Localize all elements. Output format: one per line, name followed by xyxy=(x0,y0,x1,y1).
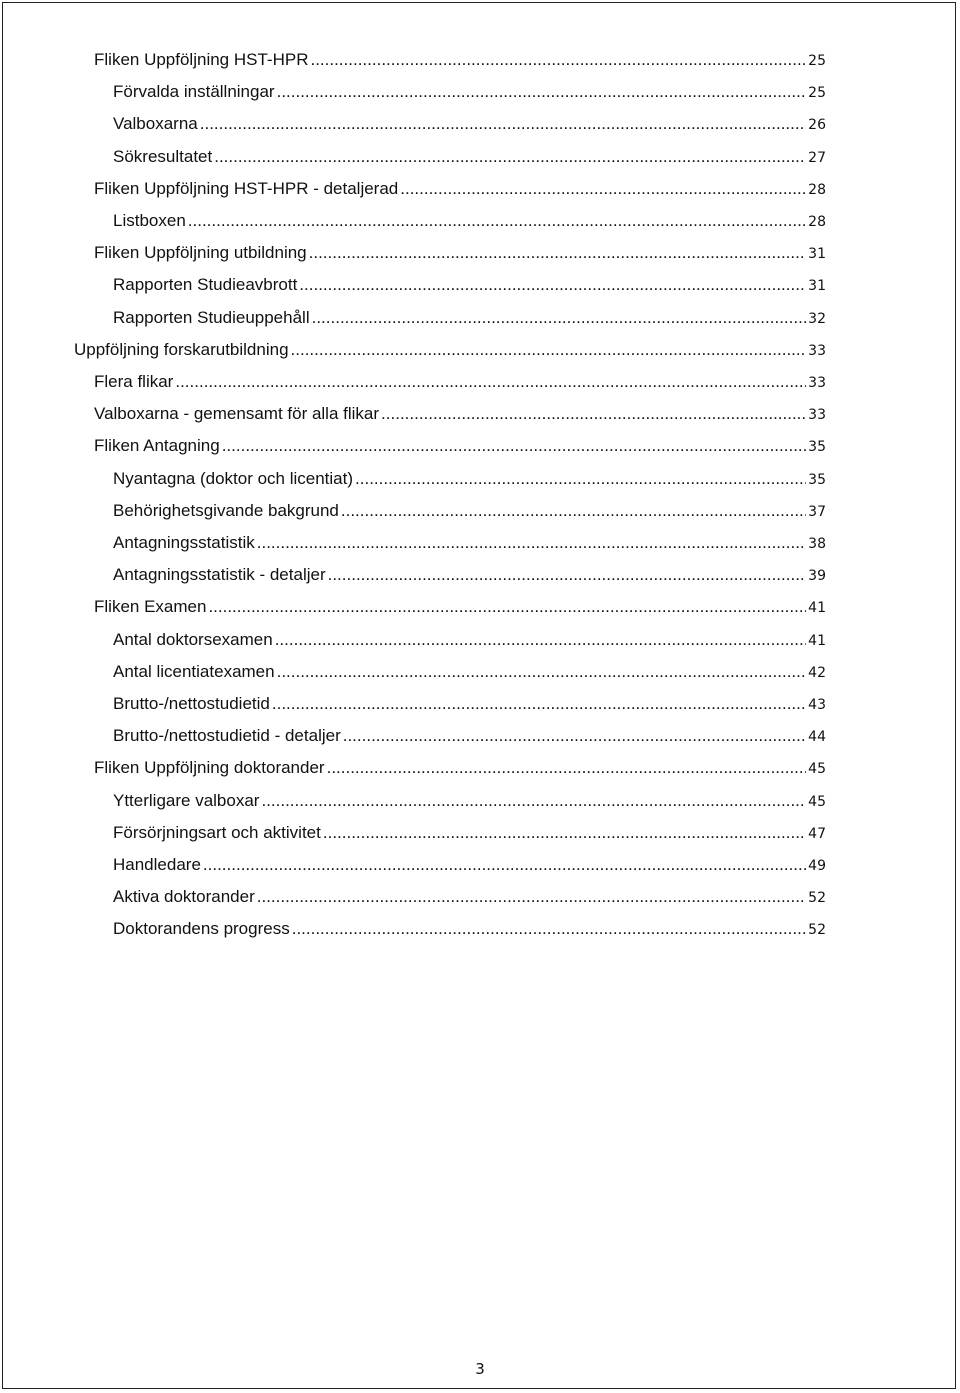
toc-entry-title: Nyantagna (doktor och licentiat) xyxy=(113,468,354,488)
toc-entry-page: 33 xyxy=(808,407,826,424)
dot-leader xyxy=(323,817,806,849)
page-number: 3 xyxy=(475,1360,485,1378)
toc-entry-title: Försörjningsart och aktivitet xyxy=(113,822,321,842)
dot-leader xyxy=(222,430,806,462)
toc-entry[interactable] xyxy=(113,108,826,140)
dot-leader xyxy=(291,334,806,366)
dot-leader xyxy=(275,624,806,656)
toc-entry-title: Fliken Uppföljning doktorander xyxy=(94,758,325,778)
toc-entry[interactable] xyxy=(113,269,826,301)
dot-leader xyxy=(257,881,806,913)
toc-entry-title: Valboxarna - gemensamt för alla flikar xyxy=(94,404,380,424)
toc-entry-page: 25 xyxy=(808,85,826,102)
toc-entry[interactable] xyxy=(94,591,826,623)
toc-entry-page: 41 xyxy=(808,632,826,649)
toc-entry-page: 33 xyxy=(808,342,826,359)
dot-leader xyxy=(341,495,806,527)
toc-entry[interactable] xyxy=(94,398,826,430)
toc-entry-page: 31 xyxy=(808,278,826,295)
toc-entry-page: 42 xyxy=(808,664,826,681)
toc-entry[interactable] xyxy=(113,849,826,881)
toc-entry[interactable] xyxy=(113,76,826,108)
toc-entry-page: 28 xyxy=(808,214,826,230)
toc-entry-title: Brutto-/nettostudietid xyxy=(113,694,270,713)
toc-entry-title: Fliken Uppföljning HST-HPR - detaljerad xyxy=(94,178,399,198)
toc-entry-page: 33 xyxy=(808,375,826,391)
toc-entry-page: 44 xyxy=(808,729,826,746)
toc-entry-page: 52 xyxy=(808,890,826,907)
toc-entry[interactable] xyxy=(113,495,826,527)
toc-entry[interactable] xyxy=(113,913,826,945)
toc-entry-page: 31 xyxy=(808,246,826,263)
toc-entry-page: 43 xyxy=(808,697,826,713)
toc-entry-title: Ytterligare valboxar xyxy=(113,790,260,810)
toc-entry-title: Fliken Antagning xyxy=(94,436,220,456)
dot-leader xyxy=(381,398,806,430)
toc-entry-page: 39 xyxy=(808,568,826,585)
toc-entry[interactable] xyxy=(74,334,826,366)
toc-entry[interactable] xyxy=(113,527,826,559)
toc-entry-title: Fliken Uppföljning HST-HPR xyxy=(94,50,309,69)
toc-entry[interactable] xyxy=(94,430,826,462)
dot-leader xyxy=(328,559,806,591)
dot-leader xyxy=(257,527,806,559)
toc-entry-title: Fliken Uppföljning utbildning xyxy=(94,243,307,263)
dot-leader xyxy=(214,141,806,173)
toc-entry[interactable] xyxy=(113,817,826,849)
dot-leader xyxy=(292,913,806,945)
toc-entry[interactable] xyxy=(113,463,826,495)
dot-leader xyxy=(203,849,806,881)
toc-entry[interactable] xyxy=(113,881,826,913)
toc-entry[interactable] xyxy=(113,205,826,237)
toc-entry-page: 37 xyxy=(808,503,826,520)
toc-entry-title: Antagningsstatistik xyxy=(113,533,255,552)
toc-entry-title: Valboxarna xyxy=(113,114,198,134)
toc-entry-title: Doktorandens progress xyxy=(113,919,290,939)
toc-entry-title: Rapporten Studieavbrott xyxy=(113,275,298,295)
toc-entry-title: Antal licentiatexamen xyxy=(113,661,275,681)
toc-entry-title: Rapporten Studieuppehåll xyxy=(113,307,310,327)
toc-entry[interactable] xyxy=(113,688,826,720)
toc-entry[interactable] xyxy=(113,624,826,656)
toc-entry-page: 25 xyxy=(808,53,826,69)
dot-leader xyxy=(188,205,806,237)
toc-entry-page: 52 xyxy=(808,922,826,939)
toc-entry[interactable] xyxy=(94,752,826,784)
dot-leader xyxy=(200,108,806,140)
toc-entry-page: 35 xyxy=(808,471,826,488)
toc-entry[interactable] xyxy=(113,141,826,173)
toc-entry-page: 32 xyxy=(808,310,826,327)
dot-leader xyxy=(277,76,806,108)
toc-entry-page: 41 xyxy=(808,600,826,617)
toc-entry-title: Antagningsstatistik - detaljer xyxy=(113,565,326,585)
dot-leader xyxy=(343,720,806,752)
toc-entry-page: 47 xyxy=(808,825,826,842)
toc-entry[interactable] xyxy=(94,173,826,205)
toc-entry-title: Handledare xyxy=(113,855,201,874)
dot-leader xyxy=(299,269,806,301)
toc-entry-page: 49 xyxy=(808,858,826,874)
toc-entry-title: Förvalda inställningar xyxy=(113,82,275,102)
toc-entry[interactable] xyxy=(113,559,826,591)
toc-entry-title: Brutto-/nettostudietid - detaljer xyxy=(113,726,341,746)
toc-entry-title: Uppföljning forskarutbildning xyxy=(74,339,289,359)
toc-entry-title: Flera flikar xyxy=(94,372,174,391)
toc-entry-page: 45 xyxy=(808,761,826,778)
toc-entry-title: Sökresultatet xyxy=(113,146,213,166)
toc-entry-page: 27 xyxy=(808,149,826,166)
toc-entry-page: 45 xyxy=(808,793,826,810)
dot-leader xyxy=(208,591,806,623)
toc-entry[interactable] xyxy=(94,366,826,398)
dot-leader xyxy=(261,785,806,817)
toc-entry[interactable] xyxy=(113,302,826,334)
toc-entry-page: 26 xyxy=(808,117,826,134)
dot-leader xyxy=(277,656,806,688)
toc-entry-title: Listboxen xyxy=(113,211,186,230)
dot-leader xyxy=(400,173,806,205)
dot-leader xyxy=(175,366,806,398)
toc-entry[interactable] xyxy=(113,785,826,817)
toc-entry[interactable] xyxy=(113,720,826,752)
toc-entry-page: 35 xyxy=(808,439,826,456)
toc-entry-title: Antal doktorsexamen xyxy=(113,629,273,649)
toc-entry[interactable] xyxy=(94,44,826,76)
toc-entry-page: 28 xyxy=(808,181,826,198)
toc-entry[interactable] xyxy=(94,237,826,269)
dot-leader xyxy=(355,463,806,495)
toc-entry-title: Aktiva doktorander xyxy=(113,887,255,907)
dot-leader xyxy=(310,44,806,76)
toc-entry[interactable] xyxy=(113,656,826,688)
toc-entry-title: Fliken Examen xyxy=(94,597,207,617)
dot-leader xyxy=(327,752,806,784)
toc-entry-title: Behörighetsgivande bakgrund xyxy=(113,500,339,520)
dot-leader xyxy=(309,237,806,269)
toc-entry-page: 38 xyxy=(808,536,826,552)
dot-leader xyxy=(312,302,806,334)
dot-leader xyxy=(272,688,806,720)
